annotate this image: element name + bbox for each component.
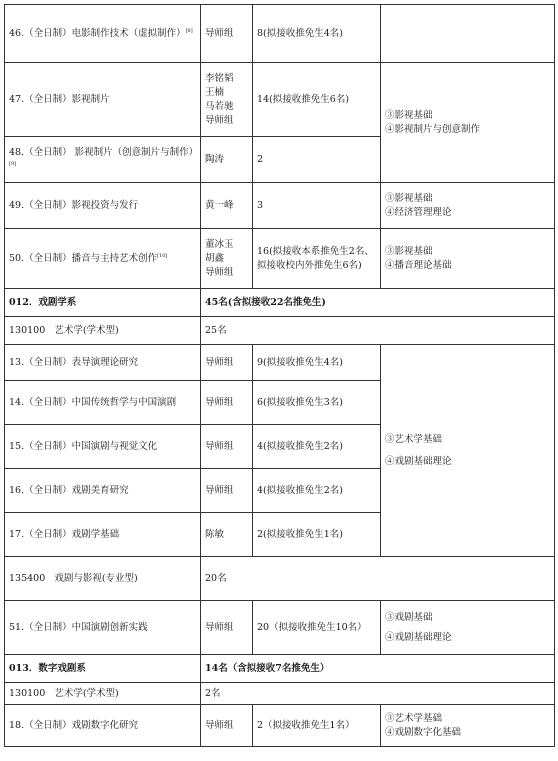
program-name: 49.（全日制）影视投资与发行 bbox=[5, 183, 201, 229]
tutor-cell: 黄一峰 bbox=[201, 183, 253, 229]
major-quota: 2名 bbox=[201, 683, 555, 705]
program-name: 46.（全日制）电影制作技术（虚拟制作）[8] bbox=[5, 5, 201, 63]
table-row bbox=[5, 229, 555, 289]
program-name: 14.（全日制）中国传统哲学与中国演剧 bbox=[5, 381, 201, 425]
tutor-cell: 导师组 bbox=[201, 5, 253, 63]
program-name: 48.（全日制） 影视制片（创意制片与制作）[9] bbox=[5, 137, 201, 183]
program-name: 13.（全日制）表导演理论研究 bbox=[5, 345, 201, 381]
department-name: 012．戏剧学系 bbox=[5, 289, 201, 317]
enrollment-table bbox=[4, 4, 555, 747]
major-row bbox=[5, 317, 555, 345]
quota-cell: 4(拟接收推免生2名) bbox=[253, 425, 381, 469]
quota-cell: 3 bbox=[253, 183, 381, 229]
tutor-cell: 导师组 bbox=[201, 425, 253, 469]
major-quota: 20名 bbox=[201, 557, 555, 601]
tutor-cell: 导师组 bbox=[201, 601, 253, 655]
major-name: 135400 戏剧与影视(专业型) bbox=[5, 557, 201, 601]
major-row bbox=[5, 683, 555, 705]
major-name: 130100 艺术学(学术型) bbox=[5, 317, 201, 345]
quota-cell: 6(拟接收推免生3名) bbox=[253, 381, 381, 425]
exam-cell: ③戏剧基础 ④戏剧基础理论 bbox=[381, 601, 555, 655]
quota-cell: 4(拟接收推免生2名) bbox=[253, 469, 381, 513]
major-quota: 25名 bbox=[201, 317, 555, 345]
department-quota: 14名（含拟接收7名推免生） bbox=[201, 655, 555, 683]
table-row bbox=[5, 183, 555, 229]
tutor-cell: 导师组 bbox=[201, 381, 253, 425]
exam-cell: ③影视基础 ④经济管理理论 bbox=[381, 183, 555, 229]
program-name: 16.（全日制）戏剧美育研究 bbox=[5, 469, 201, 513]
program-name: 51.（全日制）中国演剧创新实践 bbox=[5, 601, 201, 655]
tutor-cell: 导师组 bbox=[201, 345, 253, 381]
quota-cell: 9(拟接收推免生4名) bbox=[253, 345, 381, 381]
exam-cell: ③艺术学基础 ④戏剧数字化基础 bbox=[381, 705, 555, 747]
table-row bbox=[5, 345, 555, 381]
quota-cell: 14(拟接收推免生6名) bbox=[253, 63, 381, 137]
table-row bbox=[5, 601, 555, 655]
exam-cell: ③艺术学基础 ④戏剧基础理论 bbox=[381, 345, 555, 557]
exam-cell: ③影视基础 ④影视制片与创意制作 bbox=[381, 63, 555, 183]
quota-cell: 16(拟接收本系推免生2名、拟接收校内外推免生6名) bbox=[253, 229, 381, 289]
exam-cell bbox=[381, 5, 555, 63]
tutor-cell: 董冰玉 胡鑫 导师组 bbox=[201, 229, 253, 289]
exam-cell: ③影视基础 ④播音理论基础 bbox=[381, 229, 555, 289]
program-name: 15.（全日制）中国演剧与视觉文化 bbox=[5, 425, 201, 469]
table-row bbox=[5, 705, 555, 747]
program-name: 17.（全日制）戏剧学基础 bbox=[5, 513, 201, 557]
department-row bbox=[5, 655, 555, 683]
tutor-cell: 导师组 bbox=[201, 705, 253, 747]
quota-cell: 2（拟接收推免生1名） bbox=[253, 705, 381, 747]
quota-cell: 2 bbox=[253, 137, 381, 183]
tutor-cell: 李铭韬 王楠 马若驰 导师组 bbox=[201, 63, 253, 137]
tutor-cell: 陈敏 bbox=[201, 513, 253, 557]
major-row bbox=[5, 557, 555, 601]
quota-cell: 8(拟接收推免生4名) bbox=[253, 5, 381, 63]
quota-cell: 20（拟接收推免生10名） bbox=[253, 601, 381, 655]
program-name: 50.（全日制）播音与主持艺术创作[10] bbox=[5, 229, 201, 289]
major-name: 130100 艺术学(学术型) bbox=[5, 683, 201, 705]
department-name: 013．数字戏剧系 bbox=[5, 655, 201, 683]
tutor-cell: 导师组 bbox=[201, 469, 253, 513]
quota-cell: 2(拟接收推免生1名) bbox=[253, 513, 381, 557]
department-row bbox=[5, 289, 555, 317]
program-name: 47.（全日制）影视制片 bbox=[5, 63, 201, 137]
program-name: 18.（全日制）戏剧数字化研究 bbox=[5, 705, 201, 747]
department-quota: 45名(含拟接收22名推免生) bbox=[201, 289, 555, 317]
table-row bbox=[5, 5, 555, 63]
tutor-cell: 陶涛 bbox=[201, 137, 253, 183]
table-row bbox=[5, 63, 555, 137]
